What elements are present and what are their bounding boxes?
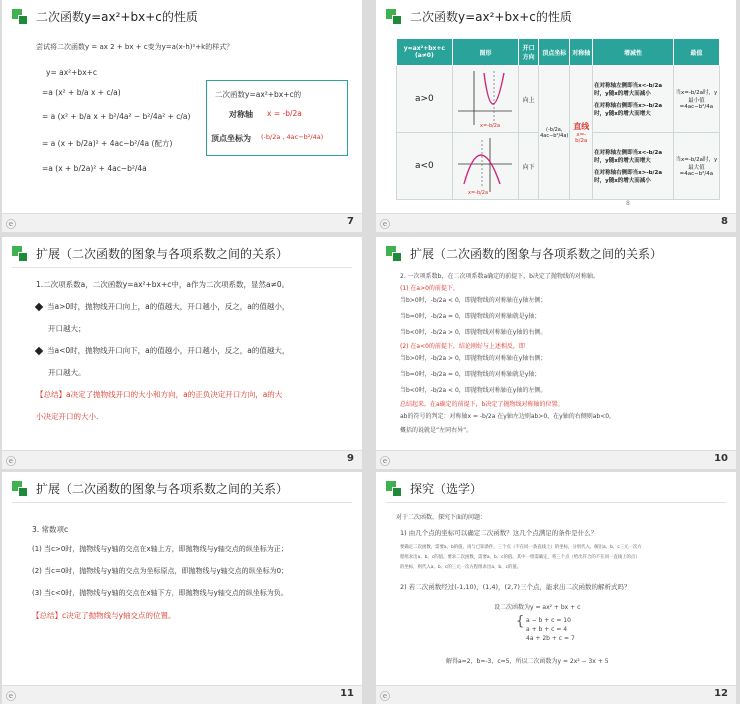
properties-table: [396, 38, 720, 200]
green-squares-icon: [386, 246, 404, 262]
setup-line: 设二次函数为y = ax² + bx + c: [494, 604, 581, 611]
mono-line: 在对称轴左侧即当x<-b/2a时，y随x的增大而减小: [594, 83, 663, 97]
solution-line: 解得a=2，b=-3，c=5，所以二次函数为y = 2x² − 3x + 5: [446, 658, 609, 665]
parabola-up-graph: [454, 67, 516, 129]
green-squares-icon: [386, 9, 404, 25]
case-cell: a>0: [397, 66, 453, 133]
box-axis-value: x = -b/2a: [267, 109, 302, 118]
axis-label: x=-b/2a: [468, 190, 489, 196]
slide-number: 8: [721, 216, 728, 227]
header-cell: 增减性: [593, 39, 674, 66]
header-cell: 最值: [673, 39, 719, 66]
header-cell: 顶点坐标: [539, 39, 570, 66]
open-cell: 向下: [519, 133, 539, 200]
equation-2: a + b + c = 4: [526, 626, 568, 633]
slide-number: 12: [714, 688, 728, 699]
formula-box: [206, 80, 348, 156]
step-2: =a (x² + b/a x + c/a): [42, 88, 121, 97]
para-1: 1.二次项系数a，二次函数y=ax²+bx+c中，a作为二次项系数，显然a≠0。: [36, 280, 290, 289]
extreme-cell: 当x=-b/2a时，y最大值=4ac−b²/4a: [673, 133, 719, 200]
footer-icon: ⓔ: [6, 692, 16, 703]
slide-footer: [376, 213, 736, 232]
line: 当b=0时，-b/2a = 0，即抛物线的对称轴就是y轴；: [400, 371, 541, 378]
line: 当b<0时，-b/2a < 0，即抛物线对称轴在y轴的左侧。: [400, 387, 547, 394]
mono-line: 在对称轴左侧即当x<-b/2a时，y随x的增大而增大: [594, 150, 663, 164]
header-cell: y=ax²+bx+c (a≠0): [397, 39, 453, 66]
title-divider: [12, 267, 352, 268]
slide-title: [12, 480, 288, 497]
diamond-bullet-icon: [35, 303, 43, 311]
slide-title: [12, 8, 198, 25]
line: (1) 在a>0的前提下，: [400, 285, 459, 292]
parabola-down-graph: [454, 134, 516, 196]
title-text: 扩展（二次函数的图象与各项系数之间的关系）: [36, 482, 289, 496]
line: ab的符号的判定：对称轴x = -b/2a 在y轴左边则ab>0，在y轴的右侧则ab<0，: [400, 413, 616, 420]
bullet-2: [36, 345, 289, 356]
green-squares-icon: [386, 481, 404, 497]
open-cell: 向上: [519, 66, 539, 133]
line: 当b>0时，-b/2a > 0，即抛物线的对称轴在y轴右侧；: [400, 355, 547, 362]
line: 当b>0时，-b/2a < 0，即抛物线的对称轴在y轴左侧；: [400, 297, 547, 304]
axis-label: x=-b/2a: [480, 123, 501, 129]
bullet-1-cont: 开口越大；: [48, 324, 86, 333]
table-row: [397, 66, 720, 133]
graph-cell: [452, 66, 519, 133]
case-cell: a<0: [397, 133, 453, 200]
footer-icon: ⓔ: [380, 457, 390, 468]
intro-text: 尝试将二次函数y = ax 2 + bx + c变为y=a(x-h)²+k的样式？: [36, 43, 234, 51]
mono-line: 在对称轴右侧即当x>-b/2a时，y随x的增大而减小: [594, 170, 663, 184]
case-line-1: (1) 当c>0时，抛物线与y轴的交点在x轴上方，即抛物线与y轴交点的纵坐标为正；: [32, 545, 288, 553]
slide-title: [12, 245, 288, 262]
slide-footer: [376, 450, 736, 469]
title-divider: [12, 502, 352, 503]
title-text: 扩展（二次函数的图象与各项系数之间的关系）: [410, 247, 663, 261]
section-heading: 3. 常数项c: [32, 525, 69, 534]
footer-icon: ⓔ: [6, 220, 16, 231]
green-squares-icon: [12, 246, 30, 262]
step-5: =a (x + b/2a)² + 4ac−b²/4a: [42, 164, 147, 173]
diamond-bullet-icon: [35, 347, 43, 355]
header-cell: 对称轴: [570, 39, 593, 66]
slide-number: 7: [347, 216, 354, 227]
axis-cell: [570, 66, 593, 200]
answer-1-line: 的坐标，则代入a、b、c的三元一次方程组求出a、b、c的值。: [400, 565, 522, 570]
equation-3: 4a + 2b + c = 7: [526, 635, 575, 642]
slide-footer: [2, 685, 362, 704]
brace-icon: {: [516, 614, 525, 629]
slide-10[interactable]: [376, 237, 736, 469]
line: 当b<0时，-b/2a > 0，即抛物线对称轴在y轴的右侧。: [400, 329, 547, 336]
line: (2) 在a<0的前提下，结论刚好与上述相反，即: [400, 343, 525, 350]
question-2: 2) 若二次函数经过(-1,10)，(1,4)，(2,7)三个点，能求出二次函数的解析式吗？: [400, 583, 631, 591]
slide-11[interactable]: [2, 472, 362, 704]
summary-line-1: 【总结】a决定了抛物线开口的大小和方向，a的正负决定开口方向，a的大: [36, 390, 283, 399]
slide-footer: [2, 450, 362, 469]
footer-icon: ⓔ: [380, 692, 390, 703]
green-squares-icon: [12, 481, 30, 497]
mono-cell: [593, 133, 674, 200]
footer-icon: ⓔ: [6, 457, 16, 468]
extreme-cell: 当x=-b/2a时，y最小值=4ac−b²/4a: [673, 66, 719, 133]
title-divider: [386, 502, 726, 503]
slide-7[interactable]: [2, 0, 362, 232]
line: 当b=0时，-b/2a = 0，即抛物线的对称轴就是y轴；: [400, 313, 541, 320]
mono-line: 在对称轴右侧即当x>-b/2a时，y随x的增大而增大: [594, 103, 663, 117]
slide-12[interactable]: [376, 472, 736, 704]
step-4: = a (x + b/2a)² + 4ac−b²/4a (配方): [42, 139, 173, 148]
box-vertex-label: 顶点坐标为: [211, 134, 251, 143]
title-text: 二次函数y=ax²+bx+c的性质: [410, 10, 572, 24]
slide-number: 11: [340, 688, 354, 699]
line: 2. 一次项系数b，在二次项系数a确定的前提下，b决定了抛物线的对称轴。: [400, 273, 599, 280]
question-1: 1) 由几个点的坐标可以确定二次函数？这几个点满足的条件是什么？: [400, 529, 598, 537]
header-cell: 图形: [452, 39, 519, 66]
slide-number: 9: [347, 453, 354, 464]
green-squares-icon: [12, 9, 30, 25]
answer-1-line: 要确定二次函数，需要a，b的值，再与已知条件，三个点（不在同一条直线上）的坐标，分别代入，解出a、b、c三元一次方: [400, 545, 642, 550]
slide-footer: [2, 213, 362, 232]
question-intro: 对于二次函数，探究下面的问题：: [396, 514, 487, 521]
box-axis-prefix: 二次函数y=ax²+bx+c的: [215, 90, 302, 99]
slide-footer: [376, 685, 736, 704]
title-text: 探究（选学）: [410, 482, 483, 496]
step-3: = a (x² + b/a x + b²/4a² − b²/4a² + c/a): [42, 112, 191, 121]
slide-title: [386, 480, 482, 497]
slide-number: 10: [714, 453, 728, 464]
axis-value: x=-b/2a: [575, 132, 588, 144]
equation-1: a − b + c = 10: [526, 617, 571, 624]
axis-word: 直线: [573, 122, 590, 131]
mono-cell: [593, 66, 674, 133]
answer-1-line: 程组求出a、b、c的值。要求二次函数，需要a、b、c的值。其中一组需确定，将三个点（给出符合的不在同一直线上的点）: [400, 555, 640, 560]
line: 总结起来，在a确定的前提下，b决定了抛物线对称轴的位置。: [400, 401, 564, 408]
slide-title: [386, 245, 662, 262]
case-line-2: (2) 当c=0时，抛物线与y轴的交点为坐标原点，即抛物线与y轴交点的纵坐标为0；: [32, 567, 289, 575]
header-cell: 开口方向: [519, 39, 539, 66]
title-text: 扩展（二次函数的图象与各项系数之间的关系）: [36, 247, 289, 261]
summary-line: 【总结】c决定了抛物线与y轴交点的位置。: [32, 611, 176, 620]
bullet-1: [36, 301, 289, 312]
footer-icon: ⓔ: [380, 220, 390, 231]
slide-title: [386, 8, 572, 25]
bullet-2-text: 当a<0时，抛物线开口向下，a的值越小，开口越小，反之，a的值越大，: [47, 346, 290, 355]
vertex-cell: (-b/2a, 4ac−b²/4a): [539, 66, 570, 200]
line: 概括的说就是“左同右异”。: [400, 427, 473, 434]
box-vertex-value: (-b/2a , 4ac−b²/4a): [261, 133, 324, 141]
box-axis-label: 对称轴: [229, 110, 253, 119]
step-1: y= ax²+bx+c: [46, 68, 98, 77]
graph-cell: [452, 133, 519, 200]
title-text: 二次函数y=ax²+bx+c的性质: [36, 10, 198, 24]
bullet-1-text: 当a>0时，抛物线开口向上，a的值越大，开口越小，反之，a的值越小，: [47, 302, 290, 311]
summary-line-2: 小决定开口的大小.: [36, 412, 99, 421]
slide-9[interactable]: [2, 237, 362, 469]
case-line-3: (3) 当c<0时，抛物线与y轴的交点在x轴下方，即抛物线与y轴交点的纵坐标为负。: [32, 589, 288, 597]
table-header-row: [397, 39, 720, 66]
bullet-2-cont: 开口越大。: [48, 368, 86, 377]
slide-8[interactable]: [376, 0, 736, 232]
page-mark: 8: [626, 200, 630, 207]
